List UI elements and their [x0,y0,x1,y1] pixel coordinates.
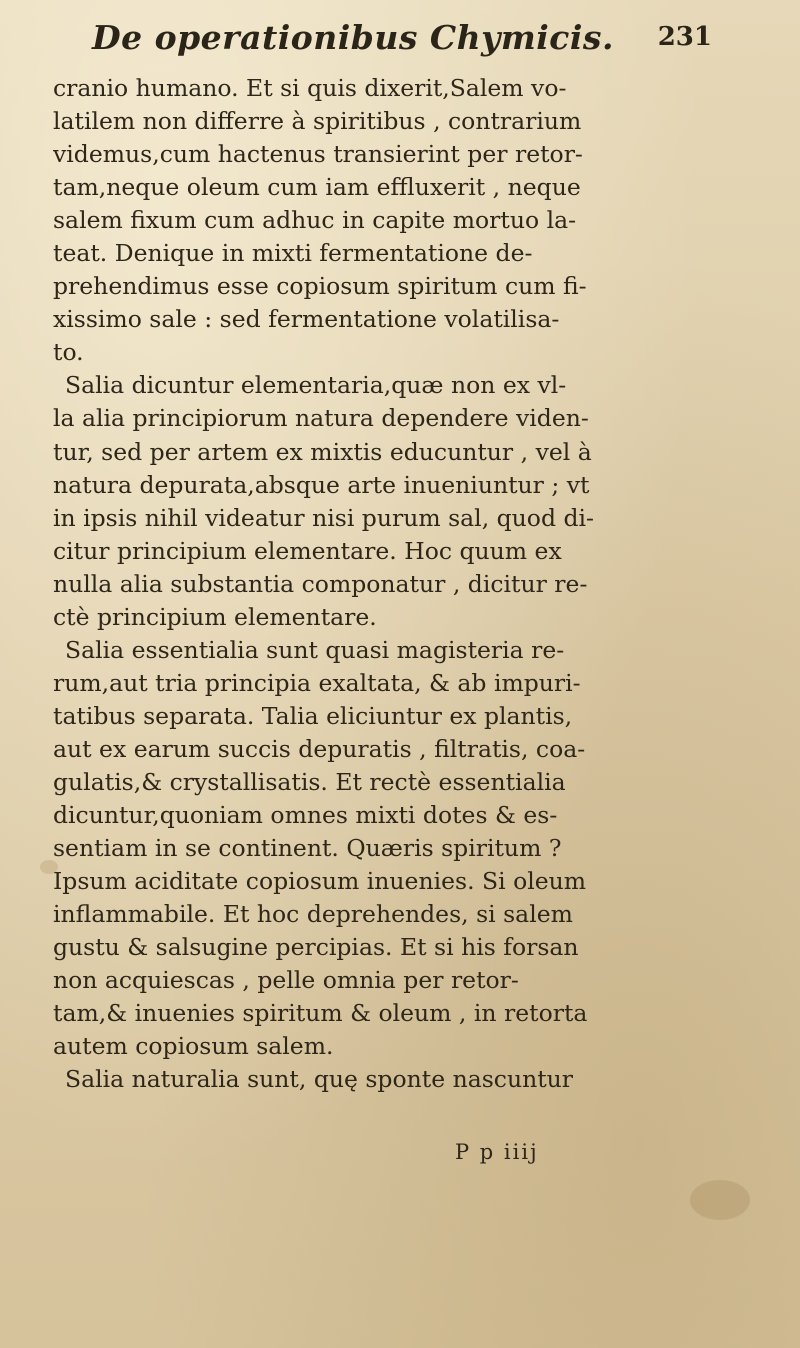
text-line: gulatis,& crystallisatis. Et rectè essentialia [53,767,566,796]
text-line: videmus,cum hactenus transierint per retor- [53,140,583,169]
text-line: autem copiosum salem. [53,1032,334,1061]
running-head: De operationibus Chymicis. [92,18,614,57]
paper-stain [690,1180,750,1220]
text-line: Salia naturalia sunt, quę sponte nascuntur [65,1065,574,1094]
text-line: tam,& inuenies spiritum & oleum , in retorta [53,999,588,1028]
text-line: gustu & salsugine percipias. Et si his forsan [53,933,579,962]
text-line: in ipsis nihil videatur nisi purum sal, quod di- [53,503,594,532]
text-line: prehendimus esse copiosum spiritum cum fi- [53,272,587,301]
body-text [53,72,769,1096]
text-line: to. [53,338,84,367]
page-number: 231 [657,22,712,52]
text-line: aut ex earum succis depuratis , filtratis, coa- [53,734,586,763]
text-line: ctè principium elementare. [53,602,377,631]
text-line: tatibus separata. Talia eliciuntur ex plantis, [53,701,573,730]
text-line: salem fixum cum adhuc in capite mortuo la- [53,206,577,235]
text-line: inflammabile. Et hoc deprehendes, si salem [53,900,573,929]
text-line: tur, sed per artem ex mixtis educuntur , vel à [53,437,592,466]
text-line: latilem non differre à spiritibus , contrarium [53,107,582,136]
text-line: Ipsum aciditate copiosum inuenies. Si oleum [53,867,587,896]
text-line: non acquiescas , pelle omnia per retor- [53,966,519,995]
text-line: cranio humano. Et si quis dixerit,Salem vo- [53,74,567,102]
text-line: dicuntur,quoniam omnes mixti dotes & es- [53,801,558,830]
page-header [92,18,712,68]
text-line: Salia dicuntur elementaria,quæ non ex vl- [65,371,567,400]
text-line: Salia essentialia sunt quasi magisteria re- [65,635,565,664]
text-line: tam,neque oleum cum iam effluxerit , neque [53,173,581,202]
text-line: nulla alia substantia componatur , dicitur re- [53,569,588,598]
text-line: sentiam in se continent. Quæris spiritum ? [53,834,562,863]
text-line: natura depurata,absque arte inueniuntur ; vt [53,470,590,499]
text-line: teat. Denique in mixti fermentatione de- [53,239,533,268]
text-line: rum,aut tria principia exaltata, & ab impuri- [53,668,581,697]
text-line: la alia principiorum natura dependere viden- [53,404,589,433]
text-line: xissimo sale : sed fermentatione volatilisa- [53,305,560,334]
signature-mark: P p iiij [455,1140,539,1164]
text-line: citur principium elementare. Hoc quum ex [53,536,562,565]
